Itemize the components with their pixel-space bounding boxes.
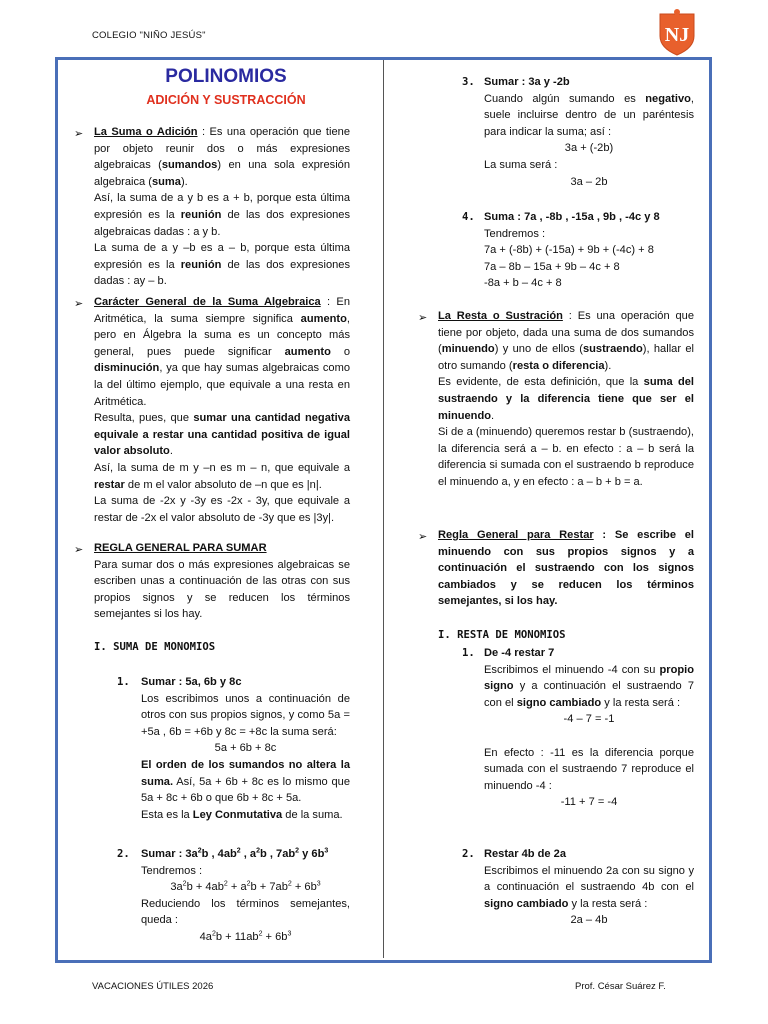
term-resta: La Resta o Sustración — [438, 310, 563, 322]
logo-text: NJ — [664, 24, 690, 46]
section-resta-monomios: I. RESTA DE MONOMIOS — [438, 629, 566, 641]
section-suma-monomios: I. SUMA DE MONOMIOS — [94, 641, 216, 653]
caracter-general: Carácter General de la Suma Algebraica : En Aritmética, la suma siempre significa aumento, pero en Álgebra la suma es un concepto más general, pues puede significar aumento o disminución, ya que hay sumas algebraicas como la del último ejemplo, que equivale a una resta en Aritmética. Resulta, pues, que sumar una cantidad negativa equivale a restar una cantidad positiva de igual valor absoluto. Así, la suma de m y –n es m – n, que equivale a restar de m el valor absoluto de –n que es |n|. La suma de -2x y -3y es -2x - 3y, que equivale a restar de -2x el valor absoluto de -3y que es |3y|. — [94, 296, 350, 524]
resta-2-number: 2. — [462, 848, 475, 860]
school-name: COLEGIO "NIÑO JESÚS" — [92, 30, 206, 41]
regla-sumar: REGLA GENERAL PARA SUMAR Para sumar dos o más expresiones algebraicas se escriben unas a continuación de las otras con sus propios signos y se reducen los términos semejantes si los hay. — [94, 542, 350, 621]
regla-restar: Regla General para Restar : Se escribe el minuendo con sus propios signos y a continuación el sustraendo con los signos cambiados y se reducen los términos semejantes, si los hay. — [438, 529, 694, 608]
example-1-number: 1. — [117, 676, 130, 688]
example-2-number: 2. — [117, 848, 130, 860]
footer-teacher: Prof. César Suárez F. — [575, 981, 666, 992]
example-4: Suma : 7a , -8b , -15a , 9b , -4c y 8 Tendremos : 7a + (-8b) + (-15a) + 9b + (-4c) + 8 7a – 8b – 15a + 9b – 4c + 8 -8a + b – 4c + 8 — [484, 211, 660, 290]
arrowhead-bullet-icon: ➢ — [74, 128, 84, 140]
arrowhead-bullet-icon: ➢ — [74, 544, 84, 556]
term-caracter: Carácter General de la Suma Algebraica — [94, 296, 321, 308]
resta-example-2: Restar 4b de 2a Escribimos el minuendo 2a con su signo y a continuación el sustraendo 4b con el signo cambiado y la resta será : 2a – 4b — [484, 848, 694, 927]
term-regla-sumar: REGLA GENERAL PARA SUMAR — [94, 542, 267, 554]
arrowhead-bullet-icon: ➢ — [74, 298, 84, 310]
term-suma: La Suma o Adición — [94, 126, 198, 138]
example-2: Sumar : $3a^2b$ , $4ab^2$ , $a^2b$ , $7ab^2$ y $6b^3$ Tendremos : $3a^2b + 4ab^2 + a^2b + 7ab^2 + 6b^3$ Reduciendo los términos semejantes, queda : $4a^2b + 11ab^2 + 6b^3$ — [141, 847, 350, 943]
arrowhead-bullet-icon: ➢ — [418, 531, 428, 543]
example-3-number: 3. — [462, 76, 475, 88]
suma-definition: La Suma o Adición : Es una operación que tiene por objeto reunir dos o más expresiones algebraicas (sumandos) en una sola expresión algebraica (suma). Así, la suma de a y b es a + b, porque esta última expresión es la reunión de las dos expresiones algebraicas dadas : a y b. La suma de a y –b es a – b, porque esta última expresión es la reunión de las dos expresiones dadas : ay – b. — [94, 126, 351, 288]
arrowhead-bullet-icon: ➢ — [418, 312, 428, 324]
page-subtitle: ADICIÓN Y SUSTRACCIÓN — [146, 93, 306, 107]
resta-1-number: 1. — [462, 647, 475, 659]
example-1: Sumar : 5a, 6b y 8c Los escribimos unos a continuación de otros con sus propios signos, y como 5a = +5a , 6b = +6b y 8c = +8c la suma será: 5a + 6b + 8c El orden de los sumandos no altera la suma. Así, 5a + 6b + 8c es lo mismo que 5a + 8c + 6b o que 6b + 8c + 5a. Esta es la Ley Conmutativa de la suma. — [141, 676, 350, 821]
example-3: Sumar : 3a y -2b Cuando algún sumando es negativo, suele incluirse dentro de un paréntesis para indicar la suma; así : 3a + (-2b) La suma será : 3a – 2b — [484, 76, 694, 188]
term-regla-restar: Regla General para Restar — [438, 529, 594, 541]
resta-example-1: De -4 restar 7 Escribimos el minuendo -4 con su propio signo y a continuación el sustraendo 7 con el signo cambiado y la resta será : -4 – 7 = -1 En efecto : -11 es la diferencia porque sumada con el sustraendo 7 reproduce el minuendo -4 : -11 + 7 = -4 — [484, 647, 694, 809]
column-divider — [383, 60, 384, 958]
footer-course: VACACIONES ÚTILES 2026 — [92, 981, 214, 992]
page-title: POLINOMIOS — [165, 66, 287, 87]
resta-definition: La Resta o Sustración : Es una operación que tiene por objeto, dada una suma de dos sumandos (minuendo) y uno de ellos (sustraendo), hallar el otro sumando (resta o diferencia). Es evidente, de esta definición, que la suma del sustraendo y la diferencia tiene que ser el minuendo. Si de a (minuendo) queremos restar b (sustraendo), la diferencia será a – b. en efecto : a – b será la diferencia si sumada con el sustraendo b reproduce el minuendo a, y en efecto : a – b + b = a. — [438, 310, 694, 488]
school-shield-logo — [656, 8, 698, 56]
example-4-number: 4. — [462, 211, 475, 223]
